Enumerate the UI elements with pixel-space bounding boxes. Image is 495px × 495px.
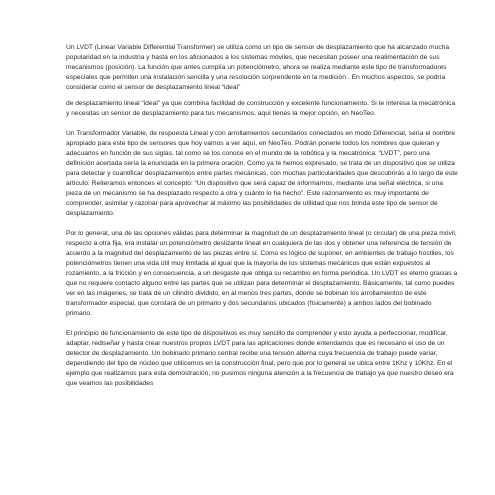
paragraph-operating-principle: El principio de funcionamiento de este tipo de dispositivos es muy sencillo de comprender y esto ayuda a perfeccionar, modificar, adaptar, rediseñar y hasta crear nuestros propios LVDT para las aplicaciones donde entendamos que es necesario el uso de un detector de desplazamiento. Un bobinado primario central recibe una tensión alterna cuya frecuencia de trabajo puede variar, dependiendo del tipo de núcleo que utilicemos en la construcción final, pero que por lo general se ubica entre 1Khz y 10Khz. En el ejemplo que realizamos para esta demostración, no pusimos ninguna atención a la frecuencia de trabajo ya que nuestro deseo era que veamos las posibilidades: [66, 330, 454, 387]
paragraph-definition: Un Transformador Variable, de respuesta Lineal y con arrollamientos secundarios conectados en modo Diferencial, sería el nombre apropiado para este tipo de sensores que hoy vamos a ver aquí, en NeoTeo. Podrán ponerle todos los nombres que quieran y adecuarlos en función de sus siglas, tal como se los conoce en el mundo de la robótica y la mecatrónica: “LVDT”, pero una definición acertada sería la enunciada en la primera oración. Como ya te hemos expresado, se trata de un dispositivo que se utiliza para detectar y cuantificar desplazamientos entre partes mecánicas, con muchas particularidades que descubrirás a lo largo de este artículo. Reiteramos entonces el concepto: “Un dispositivo que será capaz de informarnos, mediante una señal eléctrica, si una pieza de un mecanismo se ha desplazado respecto a otra y cuánto lo ha hecho”. Este razonamiento es muy importante de comprender, asimilar y razonar para aprovechar al máximo las posibilidades de utilidad que nos brinda este tipo de sensor de desplazamiento.: [66, 130, 458, 217]
paragraph-intro: Un LVDT (Linear Variable Differential Transformer) se utiliza como un tipo de sensor de desplazamiento que ha alcanzado mucha popularidad en la industria y hasta en los aficionados a los sistemas móviles, que necesitan poseer una realimentación de sus mecanismos (posición). La función que antes cumplía un potenciómetro, ahora se realiza mediante este tipo de transformadores especiales que permiten una instalación sencilla y una resolución sorprendente en la medición . En muchos aspectos, se podría considerar como el sensor de desplazamiento lineal “ideal”: [66, 44, 450, 91]
document-body: [66, 43, 458, 399]
paragraph-potentiometer-comparison: Por lo general, una de las opciones válidas para determinar la magnitud de un desplazamiento lineal (o circular) de una pieza móvil, respecto a otra fija, era instalar un potenciómetro deslizante lineal en cualquiera de las dos y obtener una referencia de tensión de acuerdo a la magnitud del desplazamiento de las piezas entre sí. Como es lógico de suponer, en ambientes de trabajo hostiles, los potenciómetros tienen una vida útil muy limitada al igual que la mayoría de los sistemas mecánicos que están expuestos al rozamiento, a la fricción y en consecuencia, a un desgaste que obliga su recambio en forma periódica. Un LVDT es eterno gracias a que no requiere contacto alguno entre las partes que se utilizan para determinar el desplazamiento. Básicamente, tal como puedes ver en las imágenes, se trata de un cilindro dividido, en al menos tres partes, donde se bobinan los arrollamientos de este transformador especial, que constará de un primario y dos secundarios ubicados (físicamente) a ambos lados del bobinado primario.: [66, 230, 458, 317]
paragraph-ideal-sensor: de desplazamiento lineal “ideal” ya que combina facilidad de construcción y excelente funcionamiento. Si te interesa la mecatrónica y necesitas un sensor de desplazamiento para tus mecanismos, aquí tienes la mejor opción, en NeoTeo.: [66, 100, 456, 117]
